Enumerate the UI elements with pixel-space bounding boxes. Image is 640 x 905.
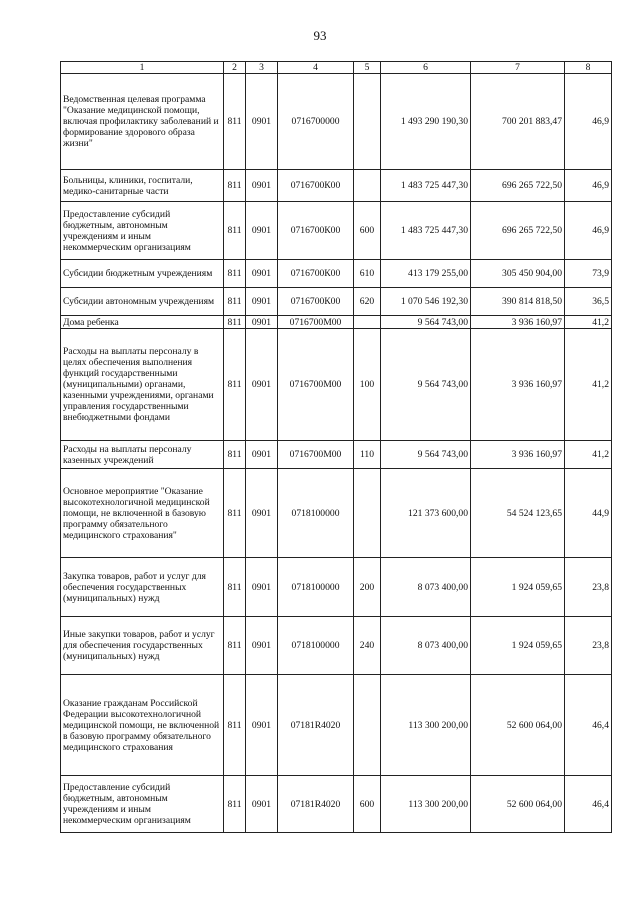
row-name: Закупка товаров, работ и услуг для обеспечения государственных (муниципальных) нужд: [61, 558, 224, 617]
section-code: 0901: [246, 170, 278, 202]
execution-percent: 23,8: [565, 558, 612, 617]
planned-amount: 121 373 600,00: [381, 469, 471, 558]
row-name: Субсидии автономным учреждениям: [61, 288, 224, 316]
row-name: Ведомственная целевая программа "Оказание медицинской помощи, включая профилактику заболеваний и формирование здорового образа жизни": [61, 74, 224, 170]
table-row: [61, 441, 612, 469]
row-name: Основное мероприятие "Оказание высокотехнологичной медицинской помощи, не включенной в базовую программу обязательного медицинского страхования": [61, 469, 224, 558]
planned-amount: 1 070 546 192,30: [381, 288, 471, 316]
target-article-code: 0716700К00: [278, 202, 354, 260]
execution-percent: 46,9: [565, 74, 612, 170]
executed-amount: 390 814 818,50: [471, 288, 565, 316]
ministry-code: 811: [224, 329, 246, 441]
table-header-row: [61, 62, 612, 74]
executed-amount: 305 450 904,00: [471, 260, 565, 288]
expense-type-code: 200: [354, 558, 381, 617]
planned-amount: 113 300 200,00: [381, 675, 471, 776]
table-row: [61, 74, 612, 170]
execution-percent: 46,9: [565, 170, 612, 202]
table-row: [61, 776, 612, 833]
section-code: 0901: [246, 329, 278, 441]
target-article-code: 0716700000: [278, 74, 354, 170]
expense-type-code: 100: [354, 329, 381, 441]
planned-amount: 9 564 743,00: [381, 316, 471, 329]
column-header: 1: [61, 62, 224, 74]
execution-percent: 36,5: [565, 288, 612, 316]
row-name: Больницы, клиники, госпитали, медико-санитарные части: [61, 170, 224, 202]
row-name: Предоставление субсидий бюджетным, автономным учреждениям и иным некоммерческим организациям: [61, 202, 224, 260]
planned-amount: 1 483 725 447,30: [381, 170, 471, 202]
planned-amount: 1 493 290 190,30: [381, 74, 471, 170]
column-header: 7: [471, 62, 565, 74]
row-name: Оказание гражданам Российской Федерации высокотехнологичной медицинской помощи, не включенной в базовую программу обязательного медицинского страхования: [61, 675, 224, 776]
column-header: 3: [246, 62, 278, 74]
section-code: 0901: [246, 441, 278, 469]
target-article-code: 0718100000: [278, 469, 354, 558]
expense-type-code: 110: [354, 441, 381, 469]
execution-percent: 41,2: [565, 316, 612, 329]
section-code: 0901: [246, 260, 278, 288]
expense-type-code: 620: [354, 288, 381, 316]
execution-percent: 23,8: [565, 617, 612, 675]
ministry-code: 811: [224, 316, 246, 329]
row-name: Иные закупки товаров, работ и услуг для обеспечения государственных (муниципальных) нужд: [61, 617, 224, 675]
execution-percent: 46,4: [565, 675, 612, 776]
ministry-code: 811: [224, 260, 246, 288]
ministry-code: 811: [224, 170, 246, 202]
execution-percent: 46,9: [565, 202, 612, 260]
table-row: [61, 329, 612, 441]
ministry-code: 811: [224, 675, 246, 776]
row-name: Расходы на выплаты персоналу в целях обеспечения выполнения функций государственными (муниципальными) органами, казенными учреждениями, органами управления государственными внебюджетными фондами: [61, 329, 224, 441]
table-row: [61, 288, 612, 316]
table-row: [61, 617, 612, 675]
planned-amount: 1 483 725 447,30: [381, 202, 471, 260]
column-header: 5: [354, 62, 381, 74]
section-code: 0901: [246, 558, 278, 617]
section-code: 0901: [246, 202, 278, 260]
target-article-code: 0716700К00: [278, 260, 354, 288]
column-header: 4: [278, 62, 354, 74]
section-code: 0901: [246, 617, 278, 675]
execution-percent: 46,4: [565, 776, 612, 833]
ministry-code: 811: [224, 469, 246, 558]
expense-type-code: 240: [354, 617, 381, 675]
planned-amount: 113 300 200,00: [381, 776, 471, 833]
budget-table: [60, 61, 612, 833]
table-row: [61, 469, 612, 558]
section-code: 0901: [246, 74, 278, 170]
column-header: 8: [565, 62, 612, 74]
row-name: Расходы на выплаты персоналу казенных учреждений: [61, 441, 224, 469]
expense-type-code: [354, 675, 381, 776]
executed-amount: 696 265 722,50: [471, 170, 565, 202]
executed-amount: 3 936 160,97: [471, 329, 565, 441]
target-article-code: 0716700М00: [278, 441, 354, 469]
target-article-code: 0716700К00: [278, 288, 354, 316]
ministry-code: 811: [224, 202, 246, 260]
column-header: 6: [381, 62, 471, 74]
executed-amount: 3 936 160,97: [471, 316, 565, 329]
column-header: 2: [224, 62, 246, 74]
expense-type-code: [354, 316, 381, 329]
section-code: 0901: [246, 288, 278, 316]
executed-amount: 54 524 123,65: [471, 469, 565, 558]
section-code: 0901: [246, 675, 278, 776]
planned-amount: 8 073 400,00: [381, 558, 471, 617]
target-article-code: 0718100000: [278, 617, 354, 675]
section-code: 0901: [246, 776, 278, 833]
expense-type-code: [354, 170, 381, 202]
executed-amount: 52 600 064,00: [471, 675, 565, 776]
expense-type-code: 600: [354, 202, 381, 260]
execution-percent: 73,9: [565, 260, 612, 288]
executed-amount: 1 924 059,65: [471, 617, 565, 675]
executed-amount: 1 924 059,65: [471, 558, 565, 617]
page-number: 93: [313, 28, 327, 43]
table-row: [61, 202, 612, 260]
target-article-code: 07181R4020: [278, 675, 354, 776]
planned-amount: 9 564 743,00: [381, 441, 471, 469]
target-article-code: 0718100000: [278, 558, 354, 617]
expense-type-code: [354, 74, 381, 170]
target-article-code: 07181R4020: [278, 776, 354, 833]
planned-amount: 9 564 743,00: [381, 329, 471, 441]
executed-amount: 3 936 160,97: [471, 441, 565, 469]
expense-type-code: 610: [354, 260, 381, 288]
ministry-code: 811: [224, 288, 246, 316]
target-article-code: 0716700К00: [278, 170, 354, 202]
table-row: [61, 316, 612, 329]
target-article-code: 0716700М00: [278, 329, 354, 441]
executed-amount: 700 201 883,47: [471, 74, 565, 170]
table-row: [61, 260, 612, 288]
execution-percent: 41,2: [565, 441, 612, 469]
ministry-code: 811: [224, 441, 246, 469]
planned-amount: 413 179 255,00: [381, 260, 471, 288]
ministry-code: 811: [224, 776, 246, 833]
ministry-code: 811: [224, 617, 246, 675]
execution-percent: 41,2: [565, 329, 612, 441]
section-code: 0901: [246, 316, 278, 329]
table-row: [61, 675, 612, 776]
ministry-code: 811: [224, 74, 246, 170]
table-row: [61, 170, 612, 202]
executed-amount: 696 265 722,50: [471, 202, 565, 260]
target-article-code: 0716700М00: [278, 316, 354, 329]
expense-type-code: [354, 469, 381, 558]
expense-type-code: 600: [354, 776, 381, 833]
row-name: Предоставление субсидий бюджетным, автономным учреждениям и иным некоммерческим организациям: [61, 776, 224, 833]
execution-percent: 44,9: [565, 469, 612, 558]
section-code: 0901: [246, 469, 278, 558]
ministry-code: 811: [224, 558, 246, 617]
planned-amount: 8 073 400,00: [381, 617, 471, 675]
row-name: Дома ребенка: [61, 316, 224, 329]
row-name: Субсидии бюджетным учреждениям: [61, 260, 224, 288]
table-row: [61, 558, 612, 617]
executed-amount: 52 600 064,00: [471, 776, 565, 833]
